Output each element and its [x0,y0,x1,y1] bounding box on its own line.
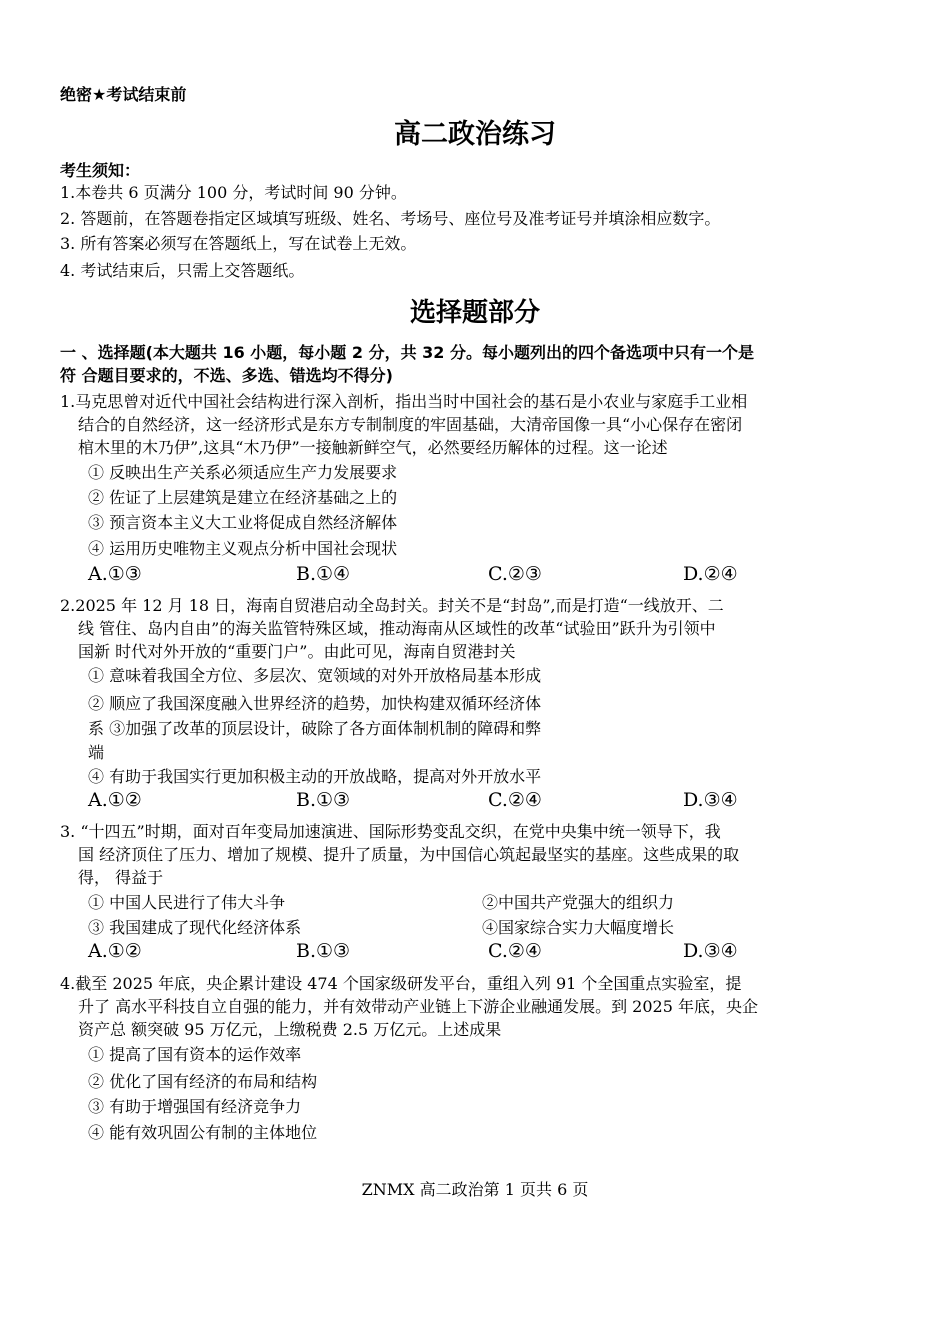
question-line: 棺木里的木乃伊”,这具“木乃伊”一接触新鲜空气，必然要经历解体的过程。这一论述 [78,438,668,457]
question-2-option: ① 意味着我国全方位、多层次、宽领域的对外开放格局基本形成 [88,666,542,685]
question-1-option: ③ 预言资本主义大工业将促成自然经济解体 [88,513,398,532]
question-line: 4.截至 2025 年底，央企累计建设 474 个国家级研发平台，重组入列 91 个全国重点实验室，提 [60,974,742,993]
question-line: 升了 高水平科技自立自强的能力，并有效带动产业链上下游企业融通发展。到 2025 年底，央企 [78,997,758,1016]
notice-item: 1.本卷共 6 页满分 100 分，考试时间 90 分钟。 [60,183,407,202]
answer-choice-c: C.②③ [488,563,542,585]
notice-item: 4. 考试结束后，只需上交答题纸。 [60,261,305,280]
question-3-stem [60,820,890,889]
answer-choice-c: C.②④ [488,789,542,811]
question-2-option: 端 [88,743,105,762]
question-line: 国 经济顶住了压力、增加了规模、提升了质量，为中国信心筑起最坚实的基座。这些成果的取 [78,845,740,864]
question-1-option: ② 佐证了上层建筑是建立在经济基础之上的 [88,488,398,507]
question-1-option: ④ 运用历史唯物主义观点分析中国社会现状 [88,539,398,558]
question-2-option: ② 顺应了我国深度融入世界经济的趋势，加快构建双循环经济体 [88,694,542,713]
question-line: 资产总 额突破 95 万亿元，上缴税费 2.5 万亿元。上述成果 [78,1020,502,1039]
section-instruction: 一 、选择题(本大题共 16 小题，每小题 2 分，共 32 分。每小题列出的四个备选项中只有一个是 [60,343,754,362]
question-2-option: ④ 有助于我国实行更加积极主动的开放战略，提高对外开放水平 [88,767,542,786]
question-4-option: ② 优化了国有经济的布局和结构 [88,1072,318,1091]
answer-choice-d: D.②④ [683,563,738,585]
answer-choice-b: B.①③ [296,789,351,811]
confidential-label: 绝密★考试结束前 [60,85,187,104]
question-4-option: ① 提高了国有资本的运作效率 [88,1045,302,1064]
question-line: 2.2025 年 12 月 18 日，海南自贸港启动全岛封关。封关不是“封岛”,而是打造“一线放开、二 [60,596,724,615]
page-title: 高二政治练习 [394,119,556,150]
answer-choice-d: D.③④ [683,940,738,962]
answer-choice-a: A.①② [88,789,142,811]
page-footer: ZNMX 高二政治第 1 页共 6 页 [361,1180,589,1199]
answer-choice-b: B.①④ [296,563,351,585]
question-line: 得， 得益于 [78,868,164,887]
question-1-stem [60,390,890,459]
question-4-option: ③ 有助于增强国有经济竞争力 [88,1097,302,1116]
question-3-option: ④国家综合实力大幅度增长 [482,918,675,937]
question-2-stem [60,594,890,663]
notice-item: 3. 所有答案必须写在答题纸上，写在试卷上无效。 [60,234,417,253]
answer-choice-a: A.①② [88,940,142,962]
question-3-option: ① 中国人民进行了伟大斗争 [88,893,286,912]
answer-choice-a: A.①③ [88,563,142,585]
question-4-stem [60,972,890,1041]
section-instruction: 符 合题目要求的，不选、多选、错选均不得分) [60,366,393,385]
answer-choice-d: D.③④ [683,789,738,811]
answer-choice-b: B.①③ [296,940,351,962]
question-line: 线 管住、岛内自由”的海关监管特殊区域，推动海南从区域性的改革“试验田”跃升为引领中 [78,619,716,638]
question-1-option: ① 反映出生产关系必须适应生产力发展要求 [88,463,398,482]
question-line: 结合的自然经济，这一经济形式是东方专制制度的牢固基础，大清帝国像一具“小心保存在密闭 [78,415,743,434]
answer-choice-c: C.②④ [488,940,542,962]
question-line: 3. “十四五”时期，面对百年变局加速演进、国际形势变乱交织，在党中央集中统一领导下，我 [60,822,721,841]
notice-item: 2. 答题前，在答题卷指定区域填写班级、姓名、考场号、座位号及准考证号并填涂相应数字。 [60,209,721,228]
question-2-option: 系 ③加强了改革的顶层设计，破除了各方面体制机制的障碍和弊 [88,719,542,738]
question-line: 国新 时代对外开放的“重要门户”。由此可见，海南自贸港封关 [78,642,516,661]
question-3-option: ②中国共产党强大的组织力 [482,893,675,912]
question-4-option: ④ 能有效巩固公有制的主体地位 [88,1123,318,1142]
question-line: 1.马克思曾对近代中国社会结构进行深入剖析，指出当时中国社会的基石是小农业与家庭手工业相 [60,392,748,411]
section-title: 选择题部分 [409,298,540,328]
notice-heading: 考生须知： [60,161,141,180]
question-3-option: ③ 我国建成了现代化经济体系 [88,918,302,937]
